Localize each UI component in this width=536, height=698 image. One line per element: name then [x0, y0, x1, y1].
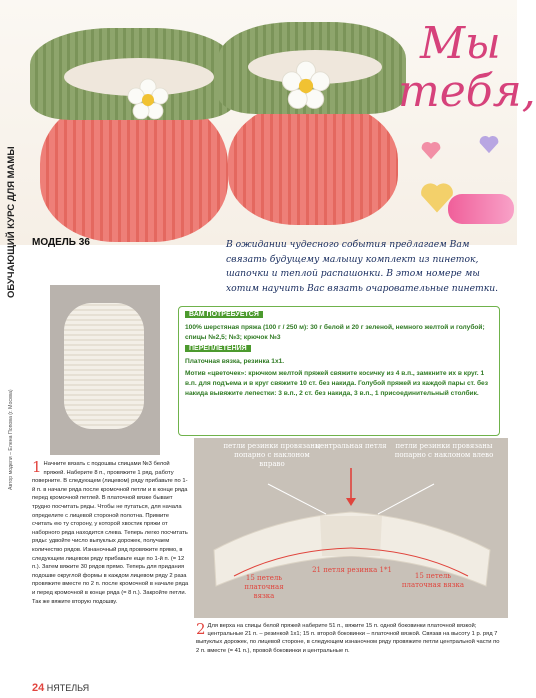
label-left-top: петли резинки провязаны попарно с наклоном вправо: [223, 442, 321, 468]
sole-photo: [50, 285, 160, 455]
label-bottom-center: 21 петля резинка 1*1: [312, 566, 392, 574]
materials-text: 100% шерстяная пряжа (100 г / 250 м): 30 г белой и 20 г зеленой, немного желтой и голубой; спицы №2,5; №3; крючок №3: [185, 324, 485, 341]
patterns-heading: ПЕРЕПЛЕТЕНИЯ: [185, 345, 251, 352]
knitted-sole: [64, 303, 144, 429]
right-bootie: [228, 100, 398, 225]
step2-text: Для верха на спицы белой пряжей наберите 51 п., вяжите 15 п. одной боковинки платочной вязкой; центральные 21 п. – резинкой 1х1; 15 п. второй боковинки – платочной вязкой. Связав на высоту 1 р. ряд 7 выпуклых дорожек, по лицевой стороне, в следующем изнаночном ряду провяжите петли центральной части по 2 п. вместе (= 41 п.), провой боковинки и центральные п.: [196, 623, 500, 654]
sidebar: [4, 0, 24, 500]
label-bottom-left: 15 петель платочная вязка: [244, 574, 284, 600]
model-label: МОДЕЛЬ 36: [32, 237, 90, 248]
author-credit: Автор модели – Елена Попова (г. Москва): [8, 389, 14, 490]
heart-icon: [478, 134, 500, 154]
flower-motif-text: Мотив «цветочек»: крючком желтой пряжей свяжите косичку из 4 в.п., замкните их в круг. 1 в.п. для подъема и в круг свяжите 10 ст. без накида. Голубой пряжей из каждой пары ст. без накида вывяжите лепестки: 3 в.п., 2 ст. без накида, 3 в.п., 1 присоединительный столбик.: [185, 370, 488, 397]
flower-icon: [126, 78, 170, 122]
diagram-photo: [194, 438, 508, 618]
intro-text: В ожидании чудесного события предлагаем Вам связать будущему малышу комплект из пинеток, шапочки и теплой распашонки. В этом номере мы хотим научить Вас вязать очаровательные пинетки.: [226, 239, 499, 294]
page-number: 24: [32, 682, 45, 694]
step1-block: [32, 460, 190, 606]
step2-number: 2: [196, 620, 206, 638]
label-right-top: петли резинки провязаны попарно с наклоном влево: [394, 442, 494, 459]
step1-number: 1: [32, 458, 42, 476]
title-line2: тебя,: [398, 66, 536, 117]
page-footer: [32, 682, 89, 694]
materials-box: [178, 306, 500, 436]
logo-script-decoration: [448, 194, 514, 224]
step1-text: Начните вязать с подошвы спицами №3 белой пряжей. Наберите 8 п., провяжите 1 ряд, работу поверните. В следующем (лицевом) ряду прибавьте по 1-й п. в начале ряда после кромочной петли и в конце ряда перед кромочной петлей. В платочной вязке бывает трудно посчитать ряды. Чтобы не путаться, для начала определите с лицевой стороной полотна. Примите считать ею ту сторону, у которой хвостик пряжи от наборного ряда находится слева. Теперь легко посчитать ряды: удвойте число выпуклых дорожек, получаем количество рядов. Изнаночный ряд провяжите прямо, в следующем лицевом ряду прибавьте еще по 1-й п. (= 12 п.). Затем вяжите 30 рядов прямо. Теперь для придания подошве округлой формы в каждом лицевом ряду 2 раза провяжите вместе по 2 п. после кромочной в начале ряда и перед кромочной в конце ряда (= 8 п.). Закройте петли. Так же вяжите вторую подошву.: [32, 461, 189, 605]
heart-icon: [420, 140, 442, 160]
label-center-top: центральная петля: [315, 442, 387, 450]
hero-photo: [0, 0, 536, 245]
label-bottom-right: 15 петель платочная вязка: [401, 572, 465, 589]
footer-section: НЯТЕЛЬЯ: [46, 683, 90, 693]
flower-icon: [280, 60, 332, 112]
patterns-text: Платочная вязка, резинка 1х1.: [185, 358, 285, 365]
title-line1: Мы: [420, 18, 501, 69]
materials-heading: ВАМ ПОТРЕБУЕТСЯ: [185, 311, 263, 318]
course-title: ОБУЧАЮЩИЙ КУРС ДЛЯ МАМЫ: [6, 146, 17, 298]
step2-block: [196, 622, 504, 655]
